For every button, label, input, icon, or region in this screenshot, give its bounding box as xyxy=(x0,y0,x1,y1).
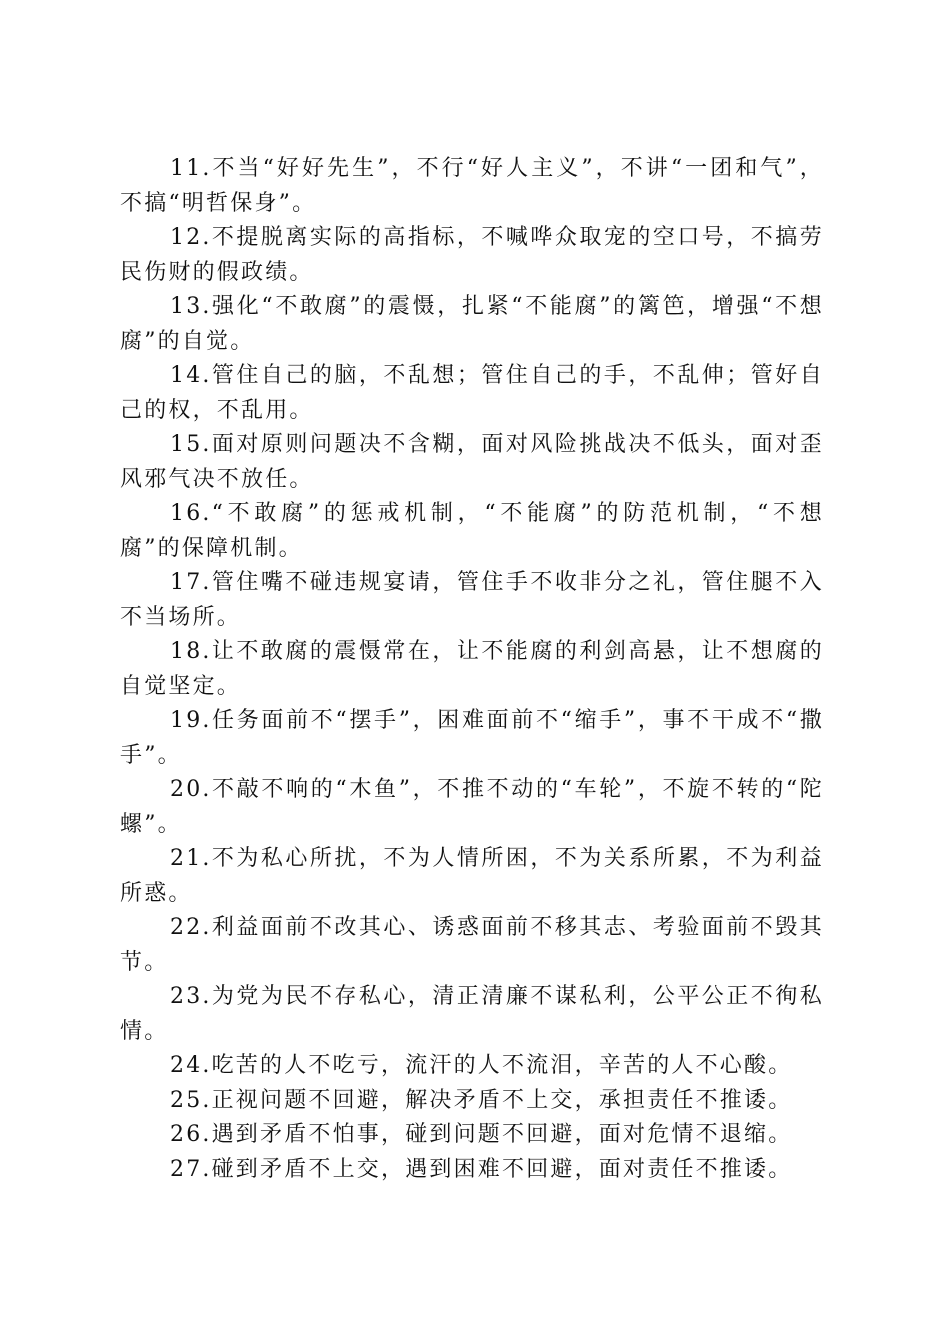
list-item: 22.利益面前不改其心、诱惑面前不移其志、考验面前不毁其节。 xyxy=(120,915,824,975)
list-item: 24.吃苦的人不吃亏，流汗的人不流泪，辛苦的人不心酸。 xyxy=(170,1053,793,1078)
list-item: 12.不提脱离实际的高指标，不喊哗众取宠的空口号，不搞劳民伤财的假政绩。 xyxy=(120,225,824,285)
list-item: 27.碰到矛盾不上交，遇到困难不回避，面对责任不推诿。 xyxy=(170,1156,793,1182)
list-item: 11.不当“好好先生”，不行“好人主义”，不讲“一团和气”，不搞“明哲保身”。 xyxy=(120,156,824,216)
list-item: 21.不为私心所扰，不为人情所困，不为关系所累，不为利益所惑。 xyxy=(120,846,824,906)
list-item: 17.管住嘴不碰违规宴请，管住手不收非分之礼，管住腿不入不当场所。 xyxy=(120,570,824,630)
list-item: 14.管住自己的脑，不乱想；管住自己的手，不乱伸；管好自己的权，不乱用。 xyxy=(120,363,824,423)
list-item: 15.面对原则问题决不含糊，面对风险挑战决不低头，面对歪风邪气决不放任。 xyxy=(120,432,824,492)
list-item: 13.强化“不敢腐”的震慑，扎紧“不能腐”的篱笆，增强“不想腐”的自觉。 xyxy=(120,294,824,354)
list-item: 23.为党为民不存私心，清正清廉不谋私利，公平公正不徇私情。 xyxy=(120,984,824,1044)
list-item: 19.任务面前不“摆手”，困难面前不“缩手”，事不干成不“撒手”。 xyxy=(120,708,824,768)
list-item: 25.正视问题不回避，解决矛盾不上交，承担责任不推诿。 xyxy=(170,1087,793,1113)
list-item: 26.遇到矛盾不怕事，碰到问题不回避，面对危情不退缩。 xyxy=(170,1122,793,1147)
list-item: 20.不敲不响的“木鱼”，不推不动的“车轮”，不旋不转的“陀螺”。 xyxy=(120,777,824,837)
document-body xyxy=(120,152,824,1187)
list-item: 16.“不敢腐”的惩戒机制，“不能腐”的防范机制，“不想腐”的保障机制。 xyxy=(120,501,824,561)
list-item: 18.让不敢腐的震慑常在，让不能腐的利剑高悬，让不想腐的自觉坚定。 xyxy=(120,639,824,699)
